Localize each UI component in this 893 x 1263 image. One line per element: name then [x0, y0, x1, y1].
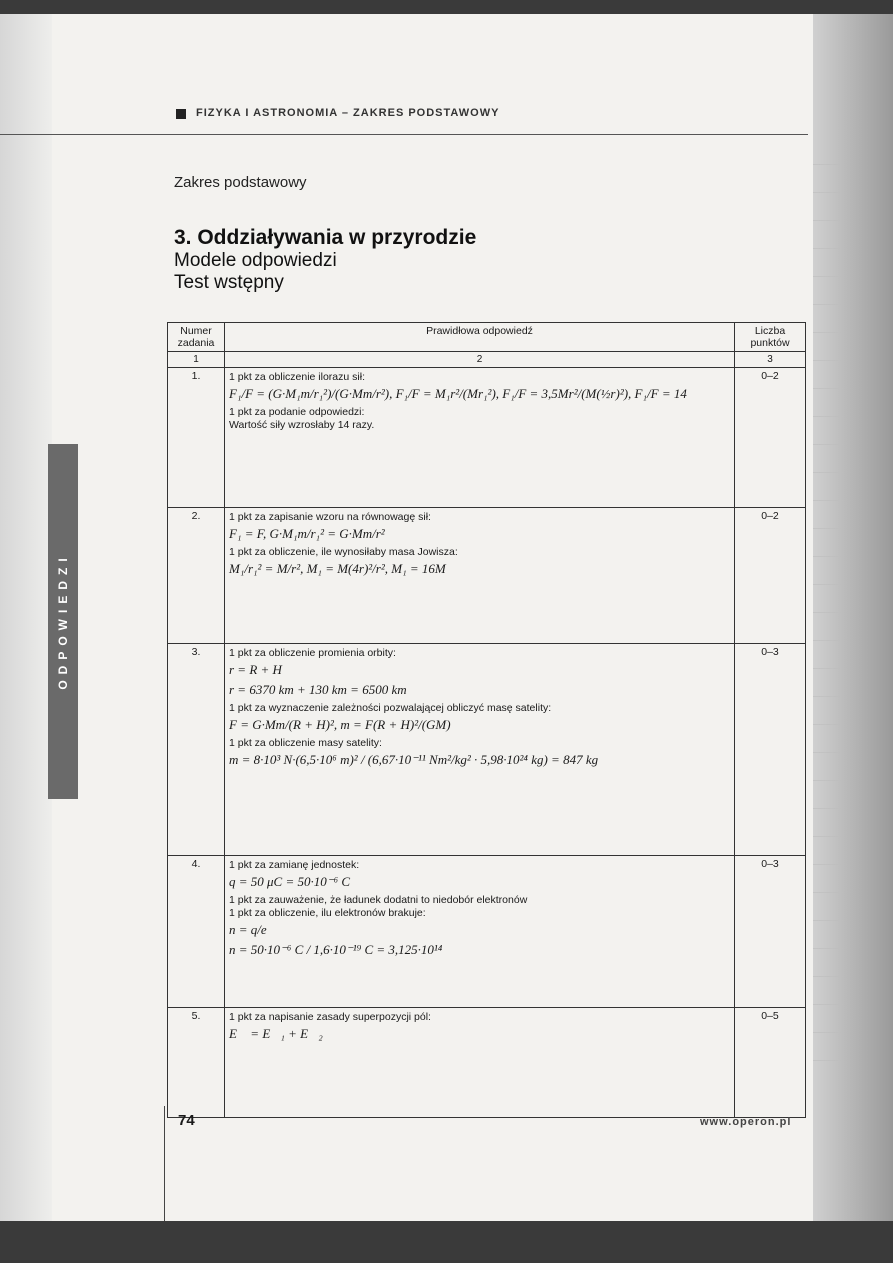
points-value: 0–2 — [735, 508, 806, 644]
formula: M₁/r₁² = M/r², M₁ = M(4r)²/r², M₁ = 16M — [229, 561, 446, 576]
column-number: 1 — [168, 352, 225, 368]
formula: F = G·Mm/(R + H)², m = F(R + H)²/(GM) — [229, 717, 451, 732]
task-number: 1. — [168, 368, 225, 508]
answer-text: 1 pkt za wyznaczenie zależności pozwalającej obliczyć masę satelity: — [229, 702, 552, 714]
section-subtitle: Modele odpowiedzi — [174, 250, 337, 271]
points-value: 0–2 — [735, 368, 806, 508]
answer-text: 1 pkt za zapisanie wzoru na równowagę sił: — [229, 511, 431, 523]
table-row — [168, 1008, 806, 1118]
points-value: 0–3 — [735, 856, 806, 1008]
header-correct-answer: Prawidłowa odpowiedź — [225, 323, 735, 352]
column-number-row — [168, 352, 806, 368]
answer-cell — [225, 856, 735, 1008]
page-number: 74 — [178, 1112, 195, 1129]
formula: q = 50 μC = 50·10⁻⁶ C — [229, 874, 351, 889]
task-number: 5. — [168, 1008, 225, 1118]
table-body — [168, 368, 806, 1118]
answer-cell — [225, 368, 735, 508]
column-number: 2 — [225, 352, 735, 368]
formula: E⃗ = E⃗₁ + E⃗₂ — [229, 1026, 323, 1041]
chapter-title: 3. Oddziaływania w przyrodzie — [174, 226, 477, 249]
table-row — [168, 856, 806, 1008]
answer-text: 1 pkt za napisanie zasady superpozycji pól: — [229, 1011, 431, 1023]
column-number: 3 — [735, 352, 806, 368]
formula: m = 8·10³ N·(6,5·10⁶ m)² / (6,67·10⁻¹¹ Nm²/kg² · 5,98·10²⁴ kg) = 847 kg — [229, 752, 599, 767]
table-row — [168, 644, 806, 856]
test-name: Test wstępny — [174, 272, 284, 293]
task-number: 4. — [168, 856, 225, 1008]
table-row — [168, 508, 806, 644]
answer-text: 1 pkt za podanie odpowiedzi: — [229, 406, 365, 418]
formula: n = q/e — [229, 922, 267, 937]
formula: F₁/F = (G·M₁m/r₁²)/(G·Mm/r²), F₁/F = M₁r²/(Mr₁²), F₁/F = 3,5Mr²/(M(½r)²), F₁/F = 14 — [229, 386, 687, 401]
answer-cell — [225, 1008, 735, 1118]
publisher-url: www.operon.pl — [700, 1116, 792, 1128]
answer-cell — [225, 508, 735, 644]
answer-text: 1 pkt za obliczenie, ilu elektronów brakuje: — [229, 907, 426, 919]
points-value: 0–5 — [735, 1008, 806, 1118]
header-square-icon — [176, 109, 186, 119]
document-page — [0, 14, 893, 1221]
task-number: 2. — [168, 508, 225, 644]
answer-text: Wartość siły wzrosłaby 14 razy. — [229, 419, 375, 431]
header-rule — [0, 134, 808, 135]
adjacent-page-lines — [813, 164, 843, 1064]
answer-text: 1 pkt za obliczenie promienia orbity: — [229, 647, 396, 659]
answer-text: 1 pkt za obliczenie, ile wynosiłaby masa Jowisza: — [229, 546, 458, 558]
formula: r = R + H — [229, 662, 282, 677]
task-number: 3. — [168, 644, 225, 856]
level-label: Zakres podstawowy — [174, 174, 307, 191]
running-title: FIZYKA I ASTRONOMIA – ZAKRES PODSTAWOWY — [196, 107, 500, 119]
answer-text: 1 pkt za obliczenie masy satelity: — [229, 737, 382, 749]
table-header-row — [168, 323, 806, 352]
footer-rule — [164, 1106, 165, 1221]
formula: n = 50·10⁻⁶ C / 1,6·10⁻¹⁹ C = 3,125·10¹⁴ — [229, 942, 443, 957]
answers-table — [167, 322, 806, 1118]
side-tab-label: ODPOWIEDZI — [56, 552, 70, 690]
header-points: Liczba punktów — [735, 323, 806, 352]
answer-text: 1 pkt za zamianę jednostek: — [229, 859, 360, 871]
table-row — [168, 368, 806, 508]
answer-text: 1 pkt za obliczenie ilorazu sił: — [229, 371, 365, 383]
formula: r = 6370 km + 130 km = 6500 km — [229, 682, 407, 697]
points-value: 0–3 — [735, 644, 806, 856]
page-left-shadow — [0, 14, 52, 1221]
formula: F₁ = F, G·M₁m/r₁² = G·Mm/r² — [229, 526, 385, 541]
answer-text: 1 pkt za zauważenie, że ładunek dodatni to niedobór elektronów — [229, 894, 528, 906]
header-task-number: Numer zadania — [168, 323, 225, 352]
answer-cell — [225, 644, 735, 856]
